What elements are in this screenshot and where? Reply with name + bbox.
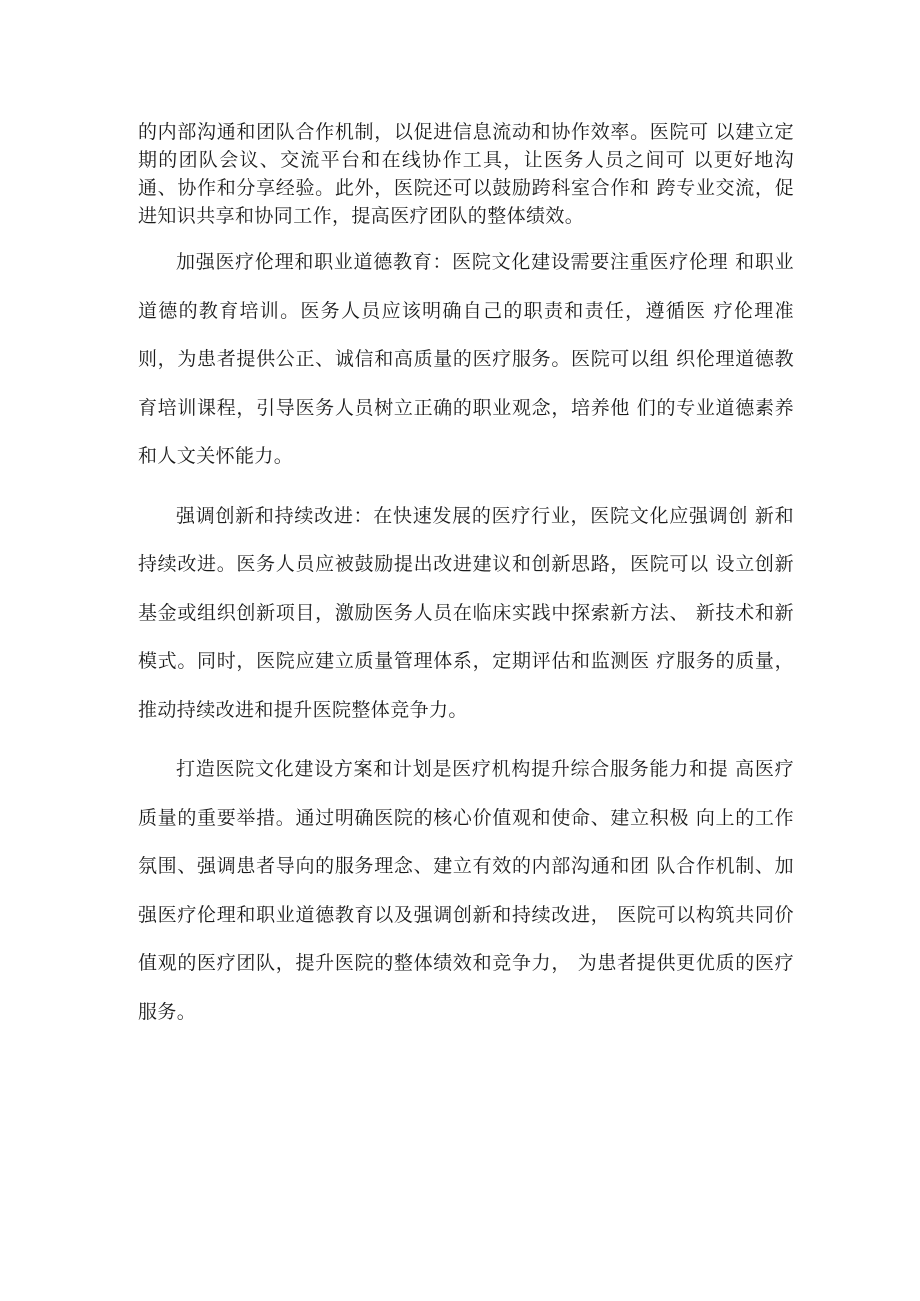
paragraph-teamwork-continuation: 的内部沟通和团队合作机制，以促进信息流动和协作效率。医院可 以建立定期的团队会议、交流平台和在线协作工具，让医务人员之间可 以更好地沟通、协作和分享经验。此外，医院还可以鼓励跨科室合作和 跨专业交流，促进知识共享和协同工作，提高医疗团队的整体绩效。 xyxy=(138,121,794,227)
paragraph-medical-ethics: 加强医疗伦理和职业道德教育：医院文化建设需要注重医疗伦理 和职业道德的教育培训。医务人员应该明确自己的职责和责任，遵循医 疗伦理准则，为患者提供公正、诚信和高质量的医疗服务。医院可以组 织伦理道德教育培训课程，引导医务人员树立正确的职业观念，培养他 们的专业道德素养和人文关怀能力。 xyxy=(138,251,794,467)
document-body xyxy=(138,118,794,1036)
paragraph-innovation: 强调创新和持续改进：在快速发展的医疗行业，医院文化应强调创 新和持续改进。医务人员应被鼓励提出改进建议和创新思路，医院可以 设立创新基金或组织创新项目，激励医务人员在临床实践中探索新方法、 新技术和新模式。同时，医院应建立质量管理体系，定期评估和监测医 疗服务的质量，推动持续改进和提升医院整体竞争力。 xyxy=(138,504,794,721)
paragraph-conclusion: 打造医院文化建设方案和计划是医疗机构提升综合服务能力和提 高医疗质量的重要举措。通过明确医院的核心价值观和使命、建立积极 向上的工作氛围、强调患者导向的服务理念、建立有效的内部沟通和团 队合作机制、加强医疗伦理和职业道德教育以及强调创新和持续改进， 医院可以构筑共同价值观的医疗团队，提升医院的整体绩效和竞争力， 为患者提供更优质的医疗服务。 xyxy=(138,758,794,1023)
